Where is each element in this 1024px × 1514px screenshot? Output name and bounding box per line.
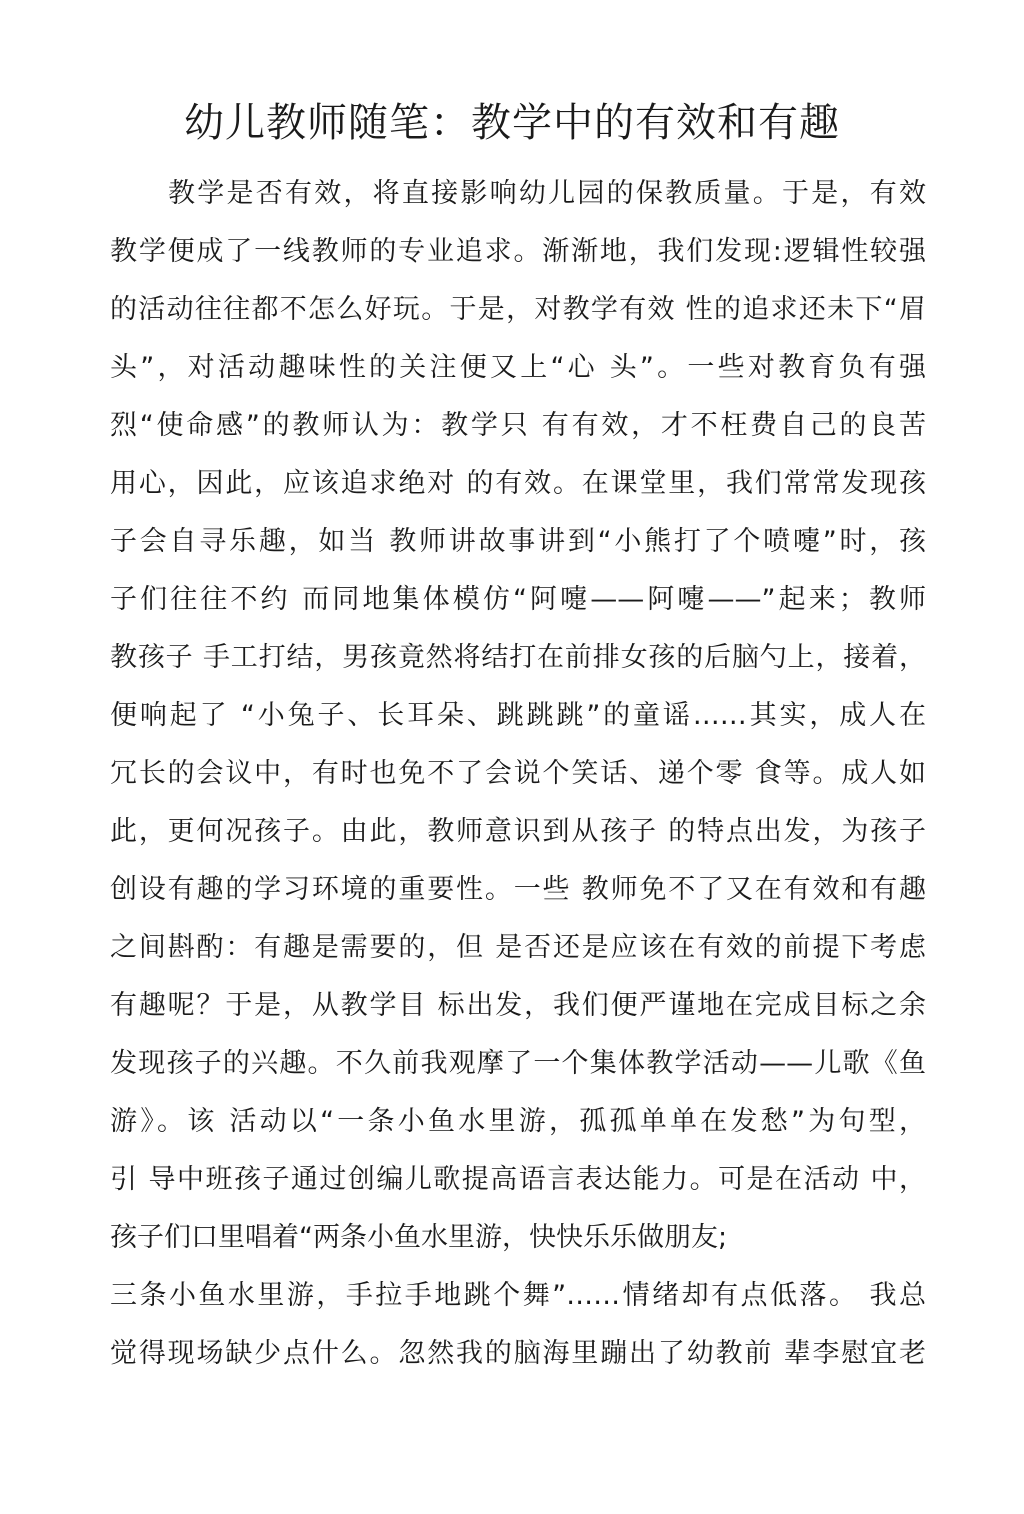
- paragraph-line: 教学是否有效，将直接影响幼儿园的保教质量。于是，有效: [168, 178, 926, 209]
- paragraph-line: 子们往往不约 而同地集体模仿“阿嚏——阿嚏——”起来；教师: [110, 584, 926, 615]
- paragraph-line: 冗长的会议中，有时也免不了会说个笑话、递个零 食等。成人如: [110, 758, 926, 789]
- paragraph-line: 教孩子 手工打结，男孩竟然将结打在前排女孩的后脑勺上，接着，: [110, 642, 926, 673]
- paragraph-line: 发现孩子的兴趣。不久前我观摩了一个集体教学活动——儿歌《鱼: [110, 1048, 926, 1079]
- paragraph-line: 烈“使命感”的教师认为：教学只 有有效，才不枉费自己的良苦: [110, 410, 926, 441]
- document-title: 幼儿教师随笔：教学中的有效和有趣: [184, 100, 840, 146]
- paragraph-line: 子会自寻乐趣，如当 教师讲故事讲到“小熊打了个喷嚏”时，孩: [110, 526, 926, 557]
- paragraph-line: 游》。该 活动以“一条小鱼水里游，孤孤单单在发愁”为句型，: [110, 1106, 926, 1137]
- paragraph-line: 之间斟酌：有趣是需要的，但 是否还是应该在有效的前提下考虑: [110, 932, 926, 963]
- paragraph-line: 引 导中班孩子通过创编儿歌提高语言表达能力。可是在活动 中，: [110, 1164, 926, 1195]
- paragraph-line: 教学便成了一线教师的专业追求。渐渐地，我们发现:逻辑性较强: [110, 236, 926, 267]
- paragraph-line: 此，更何况孩子。由此，教师意识到从孩子 的特点出发，为孩子: [110, 816, 926, 847]
- paragraph-line: 三条小鱼水里游，手拉手地跳个舞”……情绪却有点低落。 我总: [110, 1280, 926, 1311]
- paragraph-line: 的活动往往都不怎么好玩。于是，对教学有效 性的追求还未下“眉: [110, 294, 926, 325]
- paragraph-line: 孩子们口里唱着“两条小鱼水里游，快快乐乐做朋友;: [110, 1222, 728, 1253]
- paragraph-line: 用心，因此，应该追求绝对 的有效。在课堂里，我们常常发现孩: [110, 468, 926, 499]
- paragraph-line: 头”，对活动趣味性的关注便又上“心 头”。一些对教育负有强: [110, 352, 926, 383]
- paragraph-line: 便响起了 “小兔子、长耳朵、跳跳跳”的童谣……其实，成人在: [110, 700, 926, 731]
- document-body: [110, 165, 926, 1383]
- paragraph-line: 觉得现场缺少点什么。忽然我的脑海里蹦出了幼教前 辈李慰宜老: [110, 1338, 926, 1369]
- paragraph-line: 创设有趣的学习环境的重要性。一些 教师免不了又在有效和有趣: [110, 874, 926, 905]
- paragraph-line: 有趣呢？于是，从教学目 标出发，我们便严谨地在完成目标之余: [110, 990, 926, 1021]
